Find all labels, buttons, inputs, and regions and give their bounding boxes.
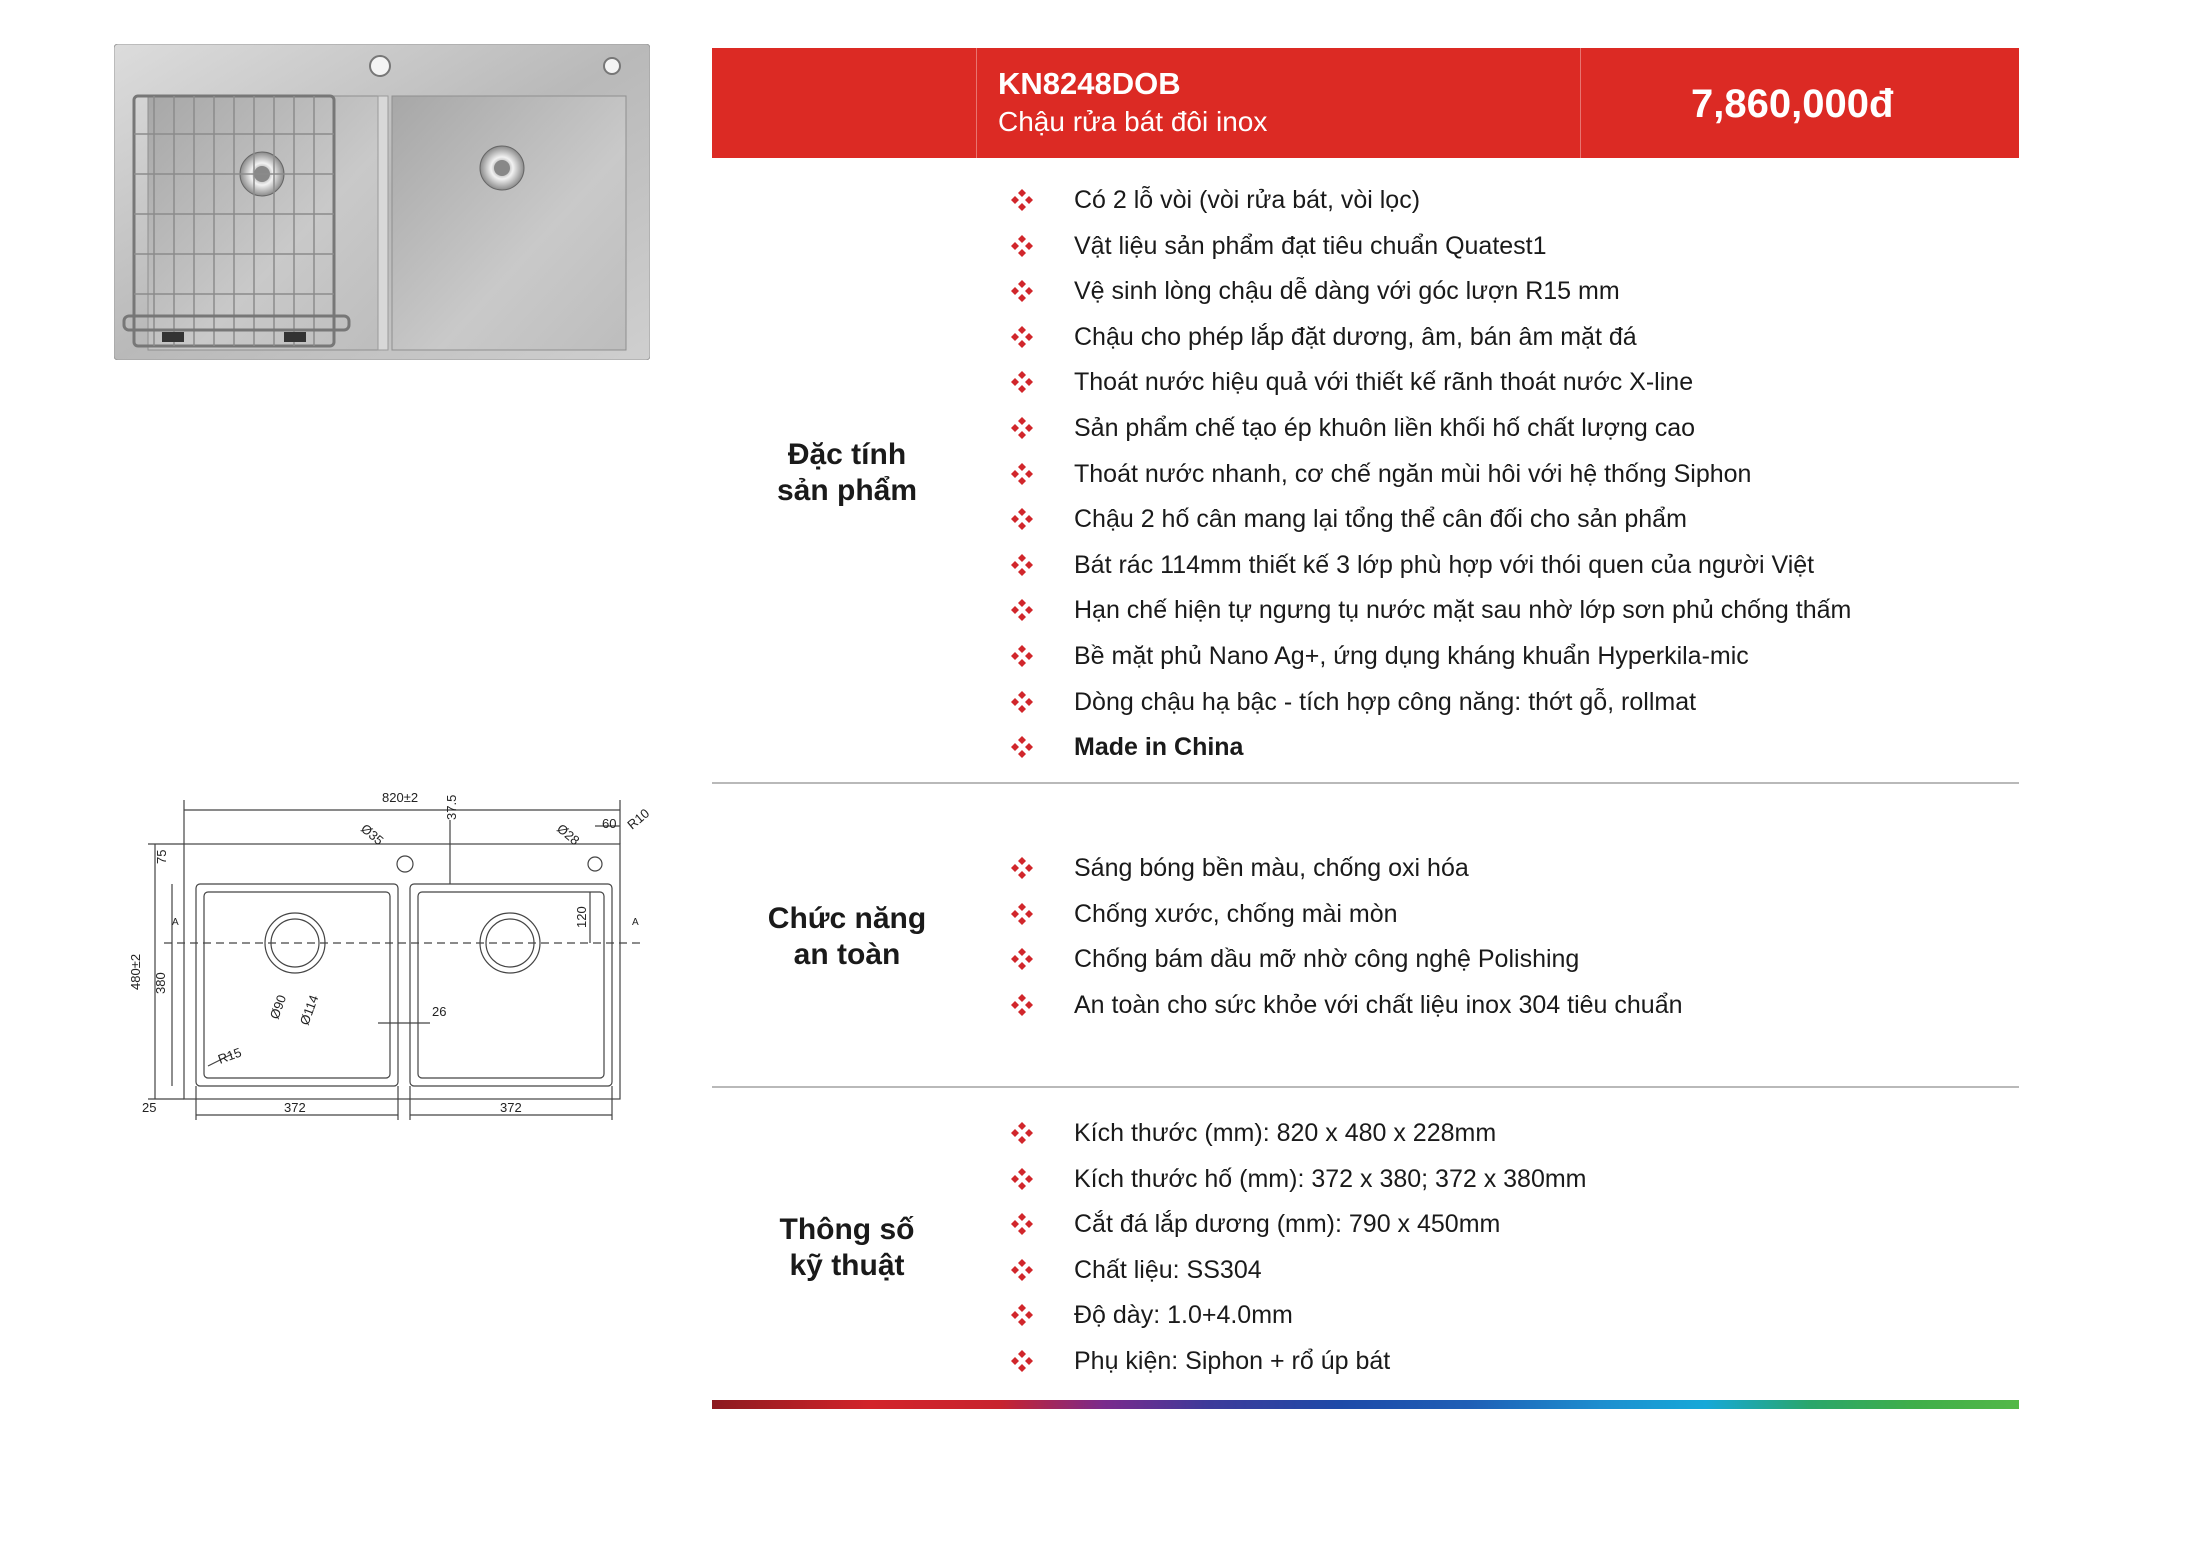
diamond-bullet-icon [1010, 1121, 1034, 1145]
diamond-bullet-icon [1010, 1303, 1034, 1327]
dim-gap: 26 [432, 1004, 447, 1019]
section-title-specs [712, 1212, 982, 1284]
list-item [1010, 943, 1683, 989]
section-title-line: an toàn [793, 938, 901, 971]
diamond-bullet-icon [1010, 735, 1034, 759]
diamond-bullet-icon [1010, 1258, 1034, 1282]
diamond-bullet-icon [1010, 188, 1034, 212]
dim-overall-depth: 480±2 [128, 953, 143, 990]
section-title-features [712, 437, 982, 509]
product-header [712, 48, 2019, 158]
dim-bowl-depth: 380 [153, 972, 168, 994]
list-item [1010, 321, 1851, 367]
list-item [1010, 503, 1851, 549]
dim-hole-2: Ø28 [554, 820, 583, 849]
section-mark-right: A [632, 917, 639, 928]
gradient-footer-bar [712, 1400, 2019, 1409]
list-item-text: Phụ kiện: Siphon + rổ úp bát [1074, 1346, 1391, 1375]
dim-bowl-1-width: 372 [284, 1100, 306, 1115]
list-item [1010, 1117, 1587, 1163]
dim-radius-corner: R15 [215, 1044, 244, 1067]
list-item [1010, 686, 1851, 732]
list-item [1010, 1208, 1587, 1254]
diamond-bullet-icon [1010, 507, 1034, 531]
price: 7,860,000đ [1691, 82, 1894, 126]
diamond-bullet-icon [1010, 370, 1034, 394]
list-item-text: Vệ sinh lòng chậu dễ dàng với góc lượn R15 mm [1074, 277, 1620, 306]
list-item-text: Chậu cho phép lắp đặt dương, âm, bán âm mặt đá [1074, 322, 1637, 351]
dim-overall-width: 820±2 [382, 790, 419, 805]
section-title-line: Đặc tính [787, 438, 907, 471]
features-list [1010, 184, 1851, 777]
list-item [1010, 852, 1683, 898]
list-item [1010, 549, 1851, 595]
diamond-bullet-icon [1010, 416, 1034, 440]
list-item-text: Thoát nước nhanh, cơ chế ngăn mùi hôi với hệ thống Siphon [1074, 459, 1752, 488]
dim-hole-1: Ø35 [358, 820, 387, 849]
list-item-text: Kích thước (mm): 820 x 480 x 228mm [1074, 1119, 1497, 1147]
dim-120: 120 [574, 906, 589, 928]
list-item [1010, 412, 1851, 458]
diamond-bullet-icon [1010, 553, 1034, 577]
model-code: KN8248DOB [998, 66, 1181, 101]
list-item-text: Thoát nước hiệu quả với thiết kế rãnh thoát nước X-line [1074, 368, 1694, 397]
list-item [1010, 1345, 1587, 1391]
product-name: Chậu rửa bát đôi inox [998, 106, 1268, 137]
diamond-bullet-icon [1010, 325, 1034, 349]
list-item-text: Cắt đá lắp dương (mm): 790 x 450mm [1074, 1210, 1501, 1239]
section-mark-left: A [172, 917, 179, 928]
list-item-text: Bề mặt phủ Nano Ag+, ứng dụng kháng khuẩn Hyperkila-mic [1074, 641, 1749, 670]
diamond-bullet-icon [1010, 598, 1034, 622]
section-separator [712, 782, 2019, 784]
dim-radius-top: R10 [624, 805, 653, 833]
list-item-text: Chất liệu: SS304 [1074, 1255, 1262, 1284]
list-item-text: An toàn cho sức khỏe với chất liệu inox 304 tiêu chuẩn [1074, 990, 1683, 1019]
dim-drain-114: Ø114 [296, 992, 322, 1028]
section-separator [712, 1086, 2019, 1088]
list-item-text: Bát rác 114mm thiết kế 3 lớp phù hợp với thói quen của người Việt [1074, 550, 1815, 579]
list-item-text: Sản phẩm chế tạo ép khuôn liền khối hố chất lượng cao [1074, 413, 1696, 442]
section-title-safety [712, 901, 982, 973]
header-divider [1580, 48, 1581, 158]
diamond-bullet-icon [1010, 1167, 1034, 1191]
list-item-text: Chậu 2 hố cân mang lại tổng thể cân đối cho sản phẩm [1074, 505, 1687, 534]
list-item-text: Dòng chậu hạ bậc - tích hợp công năng: thớt gỗ, rollmat [1074, 687, 1697, 716]
list-item [1010, 898, 1683, 944]
safety-list [1010, 852, 1683, 1034]
list-item [1010, 640, 1851, 686]
list-item [1010, 275, 1851, 321]
diamond-bullet-icon [1010, 947, 1034, 971]
section-title-line: kỹ thuật [789, 1249, 905, 1282]
diamond-bullet-icon [1010, 1212, 1034, 1236]
dim-offset-top: 37.5 [444, 794, 459, 820]
list-item-text: Hạn chế hiện tự ngưng tụ nước mặt sau nhờ lớp sơn phủ chống thấm [1074, 596, 1852, 625]
list-item [1010, 184, 1851, 230]
list-item [1010, 989, 1683, 1035]
specs-list [1010, 1117, 1587, 1391]
list-item-text: Vật liệu sản phẩm đạt tiêu chuẩn Quatest1 [1074, 231, 1547, 260]
list-item [1010, 366, 1851, 412]
diamond-bullet-icon [1010, 690, 1034, 714]
list-item [1010, 1254, 1587, 1300]
list-item-text: Độ dày: 1.0+4.0mm [1074, 1301, 1293, 1330]
diamond-bullet-icon [1010, 644, 1034, 668]
diamond-bullet-icon [1010, 462, 1034, 486]
list-item-text: Kích thước hố (mm): 372 x 380; 372 x 380mm [1074, 1164, 1587, 1193]
list-item [1010, 731, 1851, 777]
list-item-text: Sáng bóng bền màu, chống oxi hóa [1074, 854, 1469, 882]
list-item-text: Chống xước, chống mài mòn [1074, 899, 1398, 928]
diamond-bullet-icon [1010, 1349, 1034, 1373]
diamond-bullet-icon [1010, 856, 1034, 880]
diamond-bullet-icon [1010, 279, 1034, 303]
section-title-line: sản phẩm [776, 474, 918, 507]
section-title-line: Chức năng [767, 902, 927, 935]
dim-drain-90: Ø90 [266, 992, 290, 1022]
list-item-text: Chống bám dầu mỡ nhờ công nghệ Polishing [1074, 945, 1580, 974]
header-divider [976, 48, 977, 158]
dim-bowl-2-width: 372 [500, 1100, 522, 1115]
diamond-bullet-icon [1010, 902, 1034, 926]
list-item [1010, 230, 1851, 276]
diamond-bullet-icon [1010, 993, 1034, 1017]
list-item [1010, 1163, 1587, 1209]
list-item [1010, 594, 1851, 640]
dim-75: 75 [154, 849, 169, 864]
diamond-bullet-icon [1010, 234, 1034, 258]
list-item [1010, 1299, 1587, 1345]
list-item-text: Có 2 lỗ vòi (vòi rửa bát, vòi lọc) [1074, 186, 1421, 214]
list-item [1010, 458, 1851, 504]
list-item-text: Made in China [1074, 733, 1244, 762]
product-photo [114, 44, 650, 360]
technical-drawing [120, 780, 680, 1130]
dim-60: 60 [602, 816, 617, 831]
dim-25: 25 [142, 1100, 157, 1115]
section-title-line: Thông số [779, 1213, 915, 1246]
